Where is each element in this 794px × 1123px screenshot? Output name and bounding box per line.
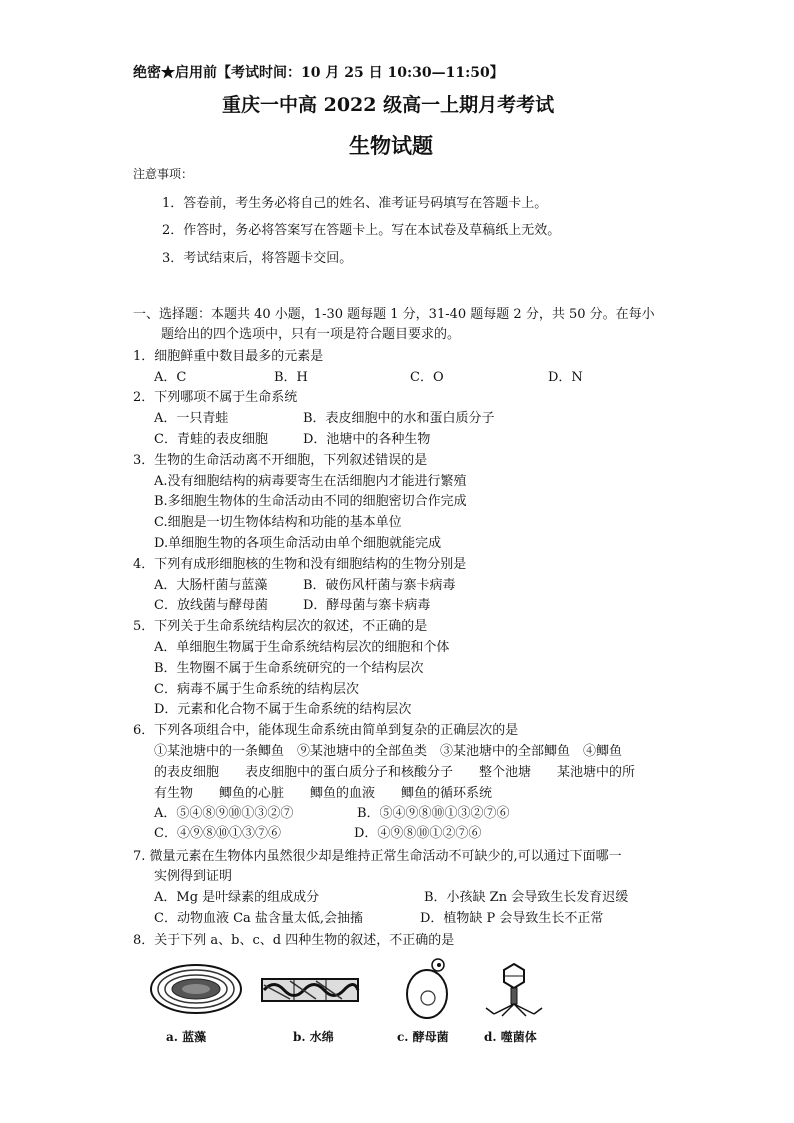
q3-option-c: C.细胞是一切生物体结构和功能的基本单位 [154,515,402,530]
cyanobacteria-figure [148,962,244,1016]
q6-option-c: C．④⑨⑧⑩①③⑦⑥ [154,826,281,841]
q2-option-c: C．青蛙的表皮细胞 [154,432,268,447]
q5-option-b: B．生物圈不属于生命系统研究的一个结构层次 [154,661,424,676]
q2-option-d: D．池塘中的各种生物 [303,432,431,447]
q4-option-d: D．酵母菌与寨卡病毒 [303,598,431,613]
spirogyra-figure [260,975,360,1005]
question-7-stem: 7. 微量元素在生物体内虽然很少却是维持正常生命活动不可缺少的,可以通过下面哪一 [133,849,622,864]
q6-option-a: A．⑤④⑧⑨⑩①③②⑦ [154,806,294,821]
q3-option-d: D.单细胞生物的各项生命活动由单个细胞就能完成 [154,536,442,551]
question-6-stem: 6．下列各项组合中，能体现生命系统由简单到复杂的正确层次的是 [133,723,519,738]
q7-option-c: C．动物血液 Ca 盐含量太低,会抽搐 [154,911,364,926]
q6-items-line: ①某池塘中的一条鲫鱼 ⑨某池塘中的全部鱼类 ③某池塘中的全部鲫鱼 ④鲫鱼 [154,744,623,759]
bacteriophage-figure [484,962,544,1018]
q3-option-a: A.没有细胞结构的病毒要寄生在活细胞内才能进行繁殖 [154,474,467,489]
q1-option-c: C．O [410,370,444,385]
notice-heading: 注意事项： [133,167,194,181]
q7-option-b: B．小孩缺 Zn 会导致生长发育迟缓 [424,890,629,905]
figure-caption-b: b. 水绵 [293,1030,334,1044]
figure-caption-a: a. 蓝藻 [166,1030,207,1044]
q5-option-c: C．病毒不属于生命系统的结构层次 [154,682,359,697]
question-8-stem: 8．关于下列 a、b、c、d 四种生物的叙述，不正确的是 [133,933,455,948]
q7-option-d: D．植物缺 P 会导致生长不正常 [420,911,604,926]
subject-title: 生物试题 [349,133,433,158]
q4-option-a: A．大肠杆菌与蓝藻 [154,578,268,593]
question-4-stem: 4．下列有成形细胞核的生物和没有细胞结构的生物分别是 [133,557,467,572]
notice-item: 2．作答时，务必将答案写在答题卡上。写在本试卷及草稿纸上无效。 [162,223,561,238]
q6-items-line: 有生物 鲫鱼的心脏 鲫鱼的血液 鲫鱼的循环系统 [154,786,493,801]
question-1-stem: 1．细胞鲜重中数目最多的元素是 [133,349,324,364]
q1-option-b: B．H [274,370,308,385]
q7-option-a: A．Mg 是叶绿素的组成成分 [154,890,320,905]
notice-item: 1．答卷前，考生务必将自己的姓名、准考证号码填写在答题卡上。 [162,196,548,211]
section-instruction: 题给出的四个选项中，只有一项是符合题目要求的。 [161,327,461,342]
exam-title: 重庆一中高 2022 级高一上期月考考试 [222,94,555,116]
question-2-stem: 2．下列哪项不属于生命系统 [133,390,298,405]
q3-option-b: B.多细胞生物体的生命活动由不同的细胞密切合作完成 [154,494,467,509]
q2-option-b: B．表皮细胞中的水和蛋白质分子 [303,411,495,426]
q4-option-c: C．放线菌与酵母菌 [154,598,268,613]
figure-caption-c: c. 酵母菌 [397,1030,449,1044]
section-instruction: 一、选择题：本题共 40 小题，1-30 题每题 1 分，31-40 题每题 2 分，共 50 分。在每小 [133,307,655,322]
yeast-figure [402,956,452,1020]
confidential-note: 绝密★启用前【考试时间：10 月 25 日 10:30—11:50】 [133,65,504,81]
q1-option-d: D．N [548,370,583,385]
q1-option-a: A．C [154,370,187,385]
q6-items-line: 的表皮细胞 表皮细胞中的蛋白质分子和核酸分子 整个池塘 某池塘中的所 [154,765,636,780]
q6-option-b: B．⑤④⑨⑧⑩①③②⑦⑥ [357,806,510,821]
question-7-stem-cont: 实例得到证明 [154,869,233,884]
question-3-stem: 3．生物的生命活动离不开细胞，下列叙述错误的是 [133,453,428,468]
figure-caption-d: d. 噬菌体 [484,1030,537,1044]
q6-option-d: D．④⑨⑧⑩①②⑦⑥ [354,826,482,841]
q2-option-a: A．一只青蛙 [154,411,229,426]
q5-option-d: D．元素和化合物不属于生命系统的结构层次 [154,702,412,717]
q4-option-b: B．破伤风杆菌与寨卡病毒 [303,578,456,593]
notice-item: 3．考试结束后，将答题卡交回。 [162,251,353,266]
q5-option-a: A．单细胞生物属于生命系统结构层次的细胞和个体 [154,640,450,655]
question-5-stem: 5．下列关于生命系统结构层次的叙述，不正确的是 [133,619,428,634]
